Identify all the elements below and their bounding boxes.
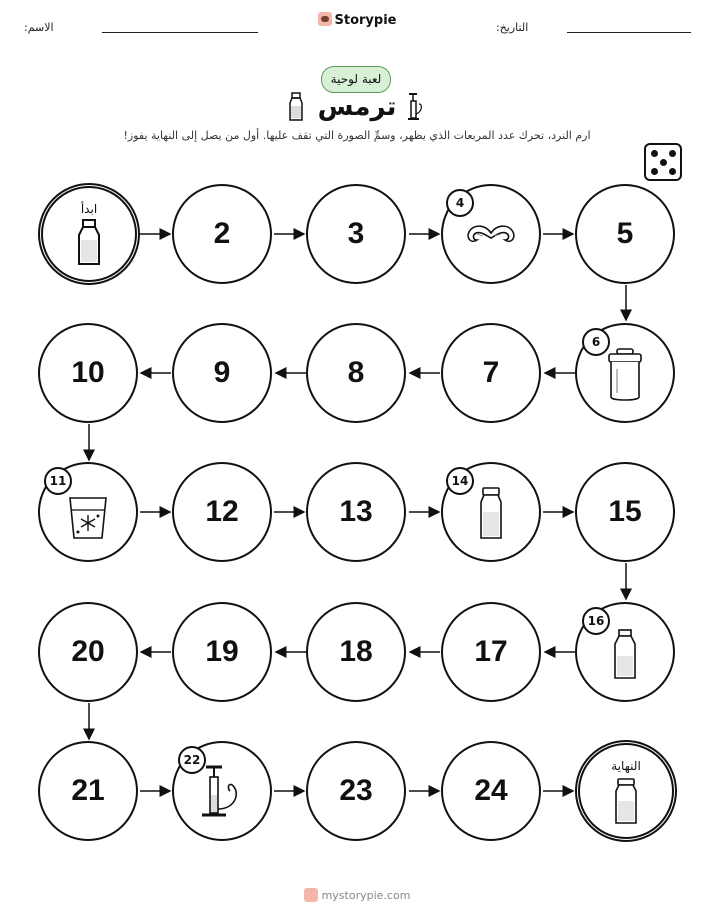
board-square[interactable] bbox=[306, 184, 406, 284]
square-badge: 14 bbox=[446, 467, 474, 495]
board-square[interactable] bbox=[441, 323, 541, 423]
end-square[interactable] bbox=[575, 740, 677, 842]
title-text: ترمس bbox=[317, 92, 397, 122]
square-number: 20 bbox=[71, 635, 105, 668]
square-badge: 16 bbox=[582, 607, 610, 635]
end-label: النهاية bbox=[611, 759, 641, 773]
board-square[interactable] bbox=[306, 323, 406, 423]
square-number: 23 bbox=[339, 774, 373, 807]
date-label: التاريخ: bbox=[496, 21, 529, 34]
brand-name: Storypie bbox=[334, 13, 397, 28]
board-square[interactable] bbox=[575, 184, 675, 284]
board-square[interactable] bbox=[172, 323, 272, 423]
square-number: 19 bbox=[205, 635, 239, 668]
square-number: 9 bbox=[213, 356, 231, 389]
start-square[interactable] bbox=[38, 183, 140, 285]
board-square[interactable] bbox=[172, 184, 272, 284]
game-tag: لعبة لوحية bbox=[321, 66, 391, 93]
square-number: 13 bbox=[339, 495, 373, 528]
board-square[interactable] bbox=[441, 741, 541, 841]
vial-bottle-icon bbox=[580, 745, 672, 837]
footer bbox=[0, 888, 714, 902]
start-label: ابدأ bbox=[80, 202, 98, 216]
board-square[interactable] bbox=[38, 323, 138, 423]
square-number: 10 bbox=[71, 356, 105, 389]
square-number: 12 bbox=[205, 495, 239, 528]
footer-site[interactable]: mystorypie.com bbox=[321, 889, 411, 902]
square-number: 15 bbox=[608, 495, 642, 528]
square-badge: 4 bbox=[446, 189, 474, 217]
board-square[interactable] bbox=[575, 462, 675, 562]
board-square[interactable] bbox=[306, 741, 406, 841]
square-badge: 11 bbox=[44, 467, 72, 495]
board-square[interactable] bbox=[172, 602, 272, 702]
storypie-logo-icon bbox=[304, 888, 318, 902]
board-square[interactable] bbox=[306, 602, 406, 702]
square-number: 17 bbox=[474, 635, 508, 668]
board-square[interactable] bbox=[306, 462, 406, 562]
square-number: 8 bbox=[347, 356, 365, 389]
square-number: 5 bbox=[616, 217, 634, 250]
milk-bottle-icon bbox=[43, 188, 135, 280]
square-badge: 6 bbox=[582, 328, 610, 356]
name-label: الاسم: bbox=[24, 21, 54, 34]
square-number: 3 bbox=[347, 217, 365, 250]
square-number: 18 bbox=[339, 635, 373, 668]
square-number: 24 bbox=[474, 774, 508, 807]
board-square[interactable] bbox=[38, 741, 138, 841]
square-badge: 22 bbox=[178, 746, 206, 774]
board-square[interactable] bbox=[441, 602, 541, 702]
square-number: 21 bbox=[71, 774, 105, 807]
square-number: 7 bbox=[482, 356, 500, 389]
board-square[interactable] bbox=[38, 602, 138, 702]
square-number: 2 bbox=[213, 217, 231, 250]
instructions: ارم النرد، تحرك عدد المربعات الذي يظهر، وسمِّ الصورة التي تقف عليها. أول من يصل إلى النهاية يفوز! bbox=[123, 129, 591, 142]
board-square[interactable] bbox=[172, 462, 272, 562]
